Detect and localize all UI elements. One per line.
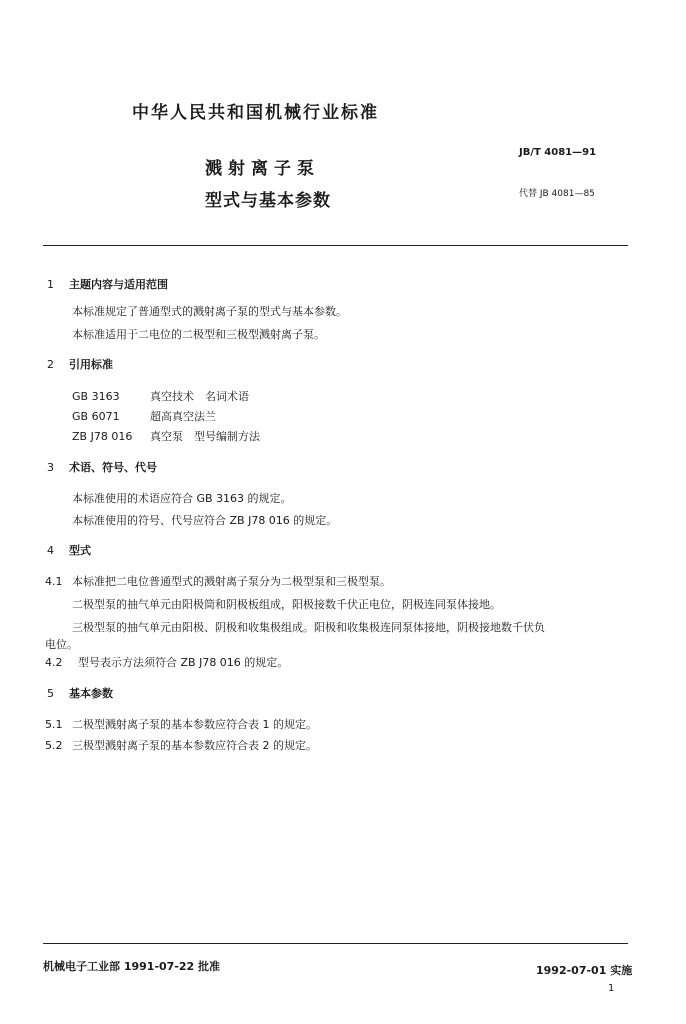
paragraph: 本标准规定了普通型式的溅射离子泵的型式与基本参数。 bbox=[72, 305, 347, 318]
section-number: 5 bbox=[47, 687, 54, 700]
replaces-note: 代替 JB 4081—85 bbox=[519, 189, 595, 199]
clause-text: 三极型溅射离子泵的基本参数应符合表 2 的规定。 bbox=[72, 739, 317, 752]
org-title: 中华人民共和国机械行业标准 bbox=[132, 103, 379, 123]
section-number: 3 bbox=[47, 461, 54, 474]
clause-4-2 bbox=[45, 654, 288, 670]
paragraph: 本标准使用的符号、代号应符合 ZB J78 016 的规定。 bbox=[72, 514, 338, 527]
header-divider bbox=[43, 245, 628, 246]
reference-code: ZB J78 016 bbox=[72, 430, 133, 443]
reference-title: 真空泵 型号编制方法 bbox=[150, 430, 260, 443]
reference-item bbox=[72, 408, 216, 424]
reference-item bbox=[72, 388, 249, 404]
section-title: 术语、符号、代号 bbox=[69, 461, 157, 474]
approval-line: 机械电子工业部 1991-07-22 批准 bbox=[43, 960, 221, 973]
paragraph: 本标准使用的术语应符合 GB 3163 的规定。 bbox=[72, 492, 292, 505]
section-title: 主题内容与适用范围 bbox=[69, 278, 168, 291]
clause-4-1 bbox=[45, 573, 391, 589]
clause-5-2 bbox=[45, 737, 317, 753]
clause-text: 型号表示方法须符合 ZB J78 016 的规定。 bbox=[78, 656, 289, 669]
paragraph-continuation: 电位。 bbox=[45, 638, 78, 651]
section-3-heading bbox=[47, 459, 157, 475]
page-number: 1 bbox=[608, 983, 615, 994]
standard-code: JB/T 4081—91 bbox=[519, 147, 597, 158]
paragraph: 三极型泵的抽气单元由阳极、阴极和收集极组成。阳极和收集极连同泵体接地，阴极接地数千伏负 bbox=[72, 621, 545, 634]
section-number: 2 bbox=[47, 358, 54, 371]
footer-divider bbox=[43, 943, 628, 944]
document-title: 溅射离子泵 bbox=[205, 159, 320, 179]
clause-number: 5.2 bbox=[45, 739, 63, 752]
reference-item bbox=[72, 428, 260, 444]
section-title: 引用标准 bbox=[69, 358, 113, 371]
paragraph: 二极型泵的抽气单元由阳极筒和阴极板组成，阳极接数千伏正电位，阴极连同泵体接地。 bbox=[72, 598, 501, 611]
paragraph: 本标准适用于二电位的二极型和三极型溅射离子泵。 bbox=[72, 328, 325, 341]
clause-number: 5.1 bbox=[45, 718, 63, 731]
section-title: 基本参数 bbox=[69, 687, 113, 700]
clause-5-1 bbox=[45, 716, 317, 732]
reference-code: GB 6071 bbox=[72, 410, 120, 423]
section-number: 1 bbox=[47, 278, 54, 291]
clause-number: 4.2 bbox=[45, 656, 63, 669]
implementation-date: 1992-07-01 实施 bbox=[536, 964, 633, 977]
reference-title: 超高真空法兰 bbox=[150, 410, 216, 423]
section-4-heading bbox=[47, 542, 91, 558]
document-subtitle: 型式与基本参数 bbox=[205, 191, 331, 211]
section-5-heading bbox=[47, 685, 113, 701]
reference-title: 真空技术 名词术语 bbox=[150, 390, 249, 403]
clause-text: 本标准把二电位普通型式的溅射离子泵分为二极型泵和三极型泵。 bbox=[72, 575, 391, 588]
section-1-heading bbox=[47, 276, 168, 292]
clause-number: 4.1 bbox=[45, 575, 63, 588]
section-number: 4 bbox=[47, 544, 54, 557]
reference-code: GB 3163 bbox=[72, 390, 120, 403]
section-title: 型式 bbox=[69, 544, 91, 557]
clause-text: 二极型溅射离子泵的基本参数应符合表 1 的规定。 bbox=[72, 718, 317, 731]
section-2-heading bbox=[47, 356, 113, 372]
